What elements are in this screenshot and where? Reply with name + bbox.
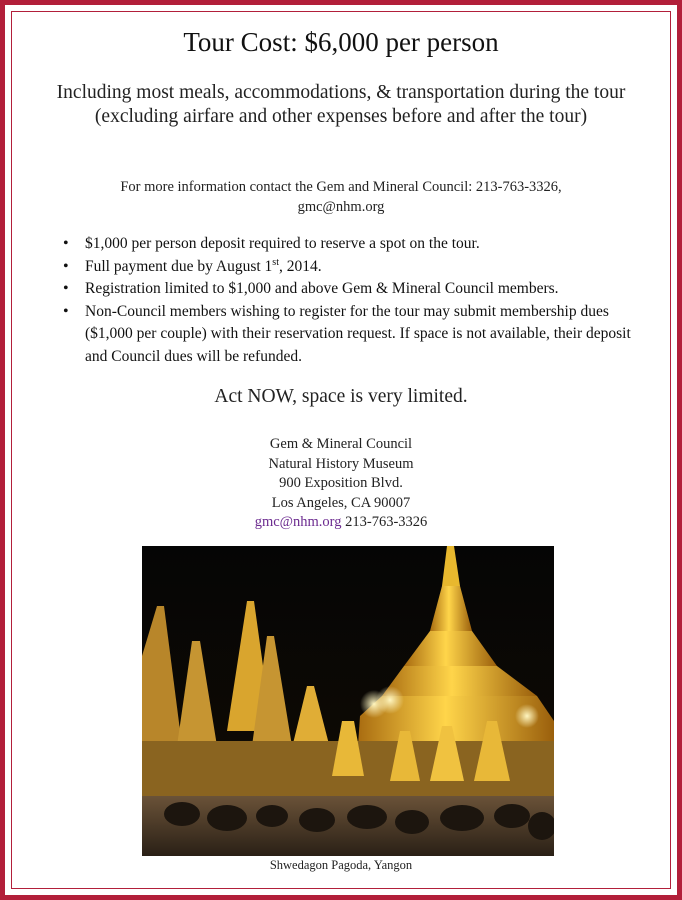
address-contact	[5, 513, 677, 533]
address-museum: Natural History Museum	[268, 455, 414, 472]
pagoda-photo	[142, 546, 554, 856]
list-item: • Non-Council members wishing to register for the tour may submit membership dues ($1,000 per couple) with their reservation request. If space is not available, their deposit and Council dues will be refunded.	[61, 301, 637, 369]
photo-caption: Shwedagon Pagoda, Yangon	[269, 858, 413, 872]
list-item: • Registration limited to $1,000 and above Gem & Mineral Council members.	[61, 278, 637, 301]
list-item: • Full payment due by August 1st, 2014.	[61, 256, 637, 279]
contact-email: gmc@nhm.org	[297, 199, 385, 215]
address-city: Los Angeles, CA 90007	[271, 494, 411, 511]
tour-cost-title: Tour Cost: $6,000 per person	[183, 27, 499, 57]
email-link[interactable]: gmc@nhm.org	[254, 514, 342, 530]
list-item: • $1,000 per person deposit required to reserve a spot on the tour.	[61, 233, 637, 256]
address-block	[5, 435, 677, 533]
terms-list	[61, 233, 637, 368]
address-org: Gem & Mineral Council	[269, 436, 413, 452]
pagoda-illustration	[142, 546, 554, 856]
contact-info	[65, 177, 617, 217]
contact-line-1: For more information contact the Gem and Mineral Council: 213-763-3326,	[120, 179, 562, 195]
inclusions-subtitle: Including most meals, accommodations, & transportation during the tour (excluding airfare and other expenses before and after the tour)	[56, 82, 626, 127]
call-to-action: Act NOW, space is very limited.	[214, 386, 468, 407]
address-phone: 213-763-3326	[345, 514, 428, 530]
address-street: 900 Exposition Blvd.	[279, 475, 403, 491]
